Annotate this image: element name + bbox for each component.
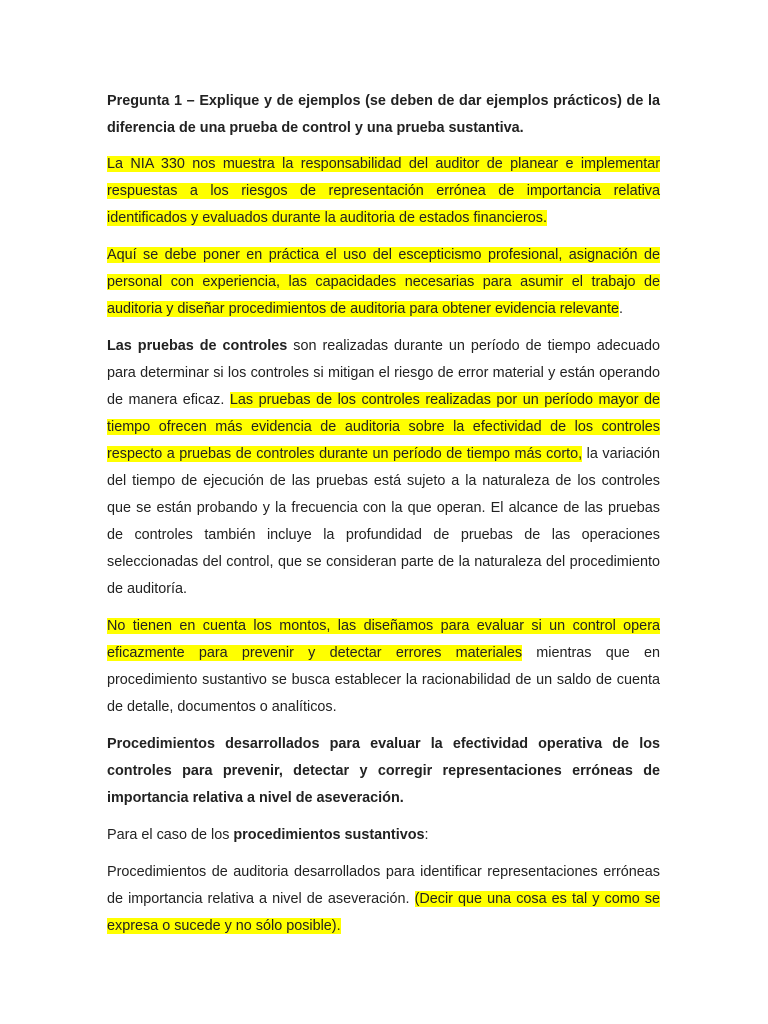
highlighted-text: Las pruebas de los controles realizadas por un período mayor de tiempo ofrecen más evidencia de auditoria sobre la efectividad de los controles respecto a pruebas de controles durante un período de tiempo más corto, <box>107 392 660 462</box>
paragraph-text: Para el caso de los <box>107 827 234 843</box>
bold-term: Las pruebas de controles <box>107 338 288 354</box>
highlighted-text: No tienen en cuenta los montos, las diseñamos para evaluar si un control opera eficazmente para prevenir y detectar errores materiales <box>107 618 660 661</box>
paragraph-nia-330 <box>107 151 660 232</box>
highlighted-text: (Decir que una cosa es tal y como se expresa o sucede y no sólo posible). <box>107 891 660 934</box>
paragraph-text: la variación del tiempo de ejecución de las pruebas está sujeto a la naturaleza de los controles que se están probando y la frecuencia con la que operan. El alcance de las pruebas de controles también incluye la profundidad de pruebas de las operaciones seleccionadas del control, que se consideran parte de la naturaleza del procedimiento de auditoría. <box>107 446 660 597</box>
highlighted-text: La NIA 330 nos muestra la responsabilidad del auditor de planear e implementar respuestas a los riesgos de representación errónea de importancia relativa identificados y evaluados durante la auditoria de estados financieros. <box>107 156 660 226</box>
paragraph-text: son realizadas durante un período de tiempo adecuado para determinar si los controles si mitigan el riesgo de error material y están operando de manera eficaz. <box>107 338 660 408</box>
paragraph-escepticismo <box>107 242 660 323</box>
paragraph-text: . <box>619 301 623 317</box>
paragraph-text: mientras que en procedimiento sustantivo se busca establecer la racionabilidad de un saldo de cuenta de detalle, documentos o analíticos. <box>107 645 660 715</box>
paragraph-text: Procedimientos de auditoria desarrollados para identificar representaciones erróneas de importancia relativa a nivel de aseveración. <box>107 864 660 907</box>
paragraph-text: : <box>424 827 429 843</box>
paragraph-procedimientos-bold: Procedimientos desarrollados para evaluar la efectividad operativa de los controles para prevenir, detectar y corregir representaciones erróneas de importancia relativa a nivel de aseveración. <box>107 736 660 806</box>
paragraph-procedimientos-auditoria <box>107 859 660 940</box>
paragraph-pruebas-controles <box>107 333 660 603</box>
question-title: Pregunta 1 – Explique y de ejemplos (se deben de dar ejemplos prácticos) de la diferencia de una prueba de control y una prueba sustantiva. <box>107 93 660 136</box>
paragraph-montos <box>107 613 660 721</box>
bold-term: procedimientos sustantivos <box>233 827 425 843</box>
highlighted-text: Aquí se debe poner en práctica el uso del escepticismo profesional, asignación de personal con experiencia, las capacidades necesarias para asumir el trabajo de auditoria y diseñar procedimientos de auditoria para obtener evidencia relevante <box>107 247 660 317</box>
paragraph-sustantivos-intro <box>107 822 660 849</box>
